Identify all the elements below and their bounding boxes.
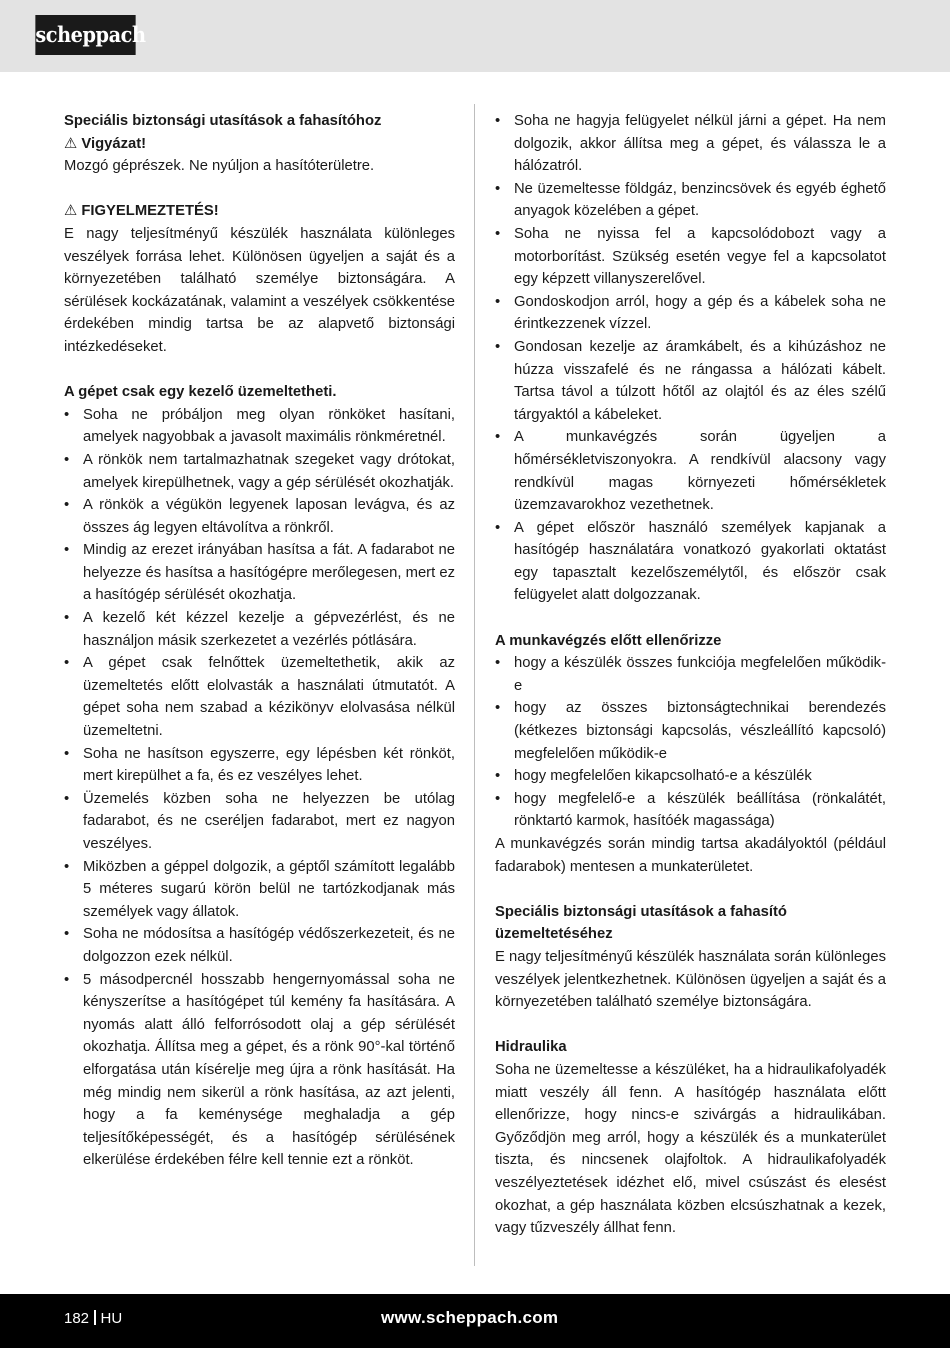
scheppach-logo: scheppach — [35, 15, 135, 55]
hydraulics-heading: Hidraulika — [495, 1039, 567, 1056]
list-item: • Gondoskodjon arról, hogy a gép és a kábelek soha ne érintkezzenek vízzel. — [495, 291, 886, 336]
list-item: • Soha ne próbáljon meg olyan rönköket hasítani, amelyek nagyobbak a javasolt maximális rönkméretnél. — [64, 404, 455, 449]
page-number: 182 — [64, 1310, 90, 1327]
hydraulics-text: Soha ne üzemeltesse a készüléket, ha a hidraulikafolyadék miatt veszély áll fenn. A hasítógép használata előtt ellenőrizze, hogy nincs-e szivárgás a hidraulikában. Győződjön meg arról, hogy a készülék és a munkaterület tiszta, és nincsenek olajfoltok. A hidraulikafolyadék veszélyeztetések idézhet elő, mivel csúszást és elesést okozhat, a gép használata közben elcsúszhatnak a kezek, vagy tűzveszély állhat fenn. — [495, 1061, 886, 1237]
check-heading: A munkavégzés előtt ellenőrizze — [495, 632, 722, 649]
list-item: • Mindig az erezet irányában hasítsa a fát. A fadarabot ne helyezze és hasítsa a hasítógépre merőlegesen, mert ez a hasítógép sérülését okozhatja. — [64, 539, 455, 607]
list-item: • hogy megfelelően kikapcsolható-e a készülék — [495, 765, 886, 788]
safety-bullet-list — [495, 110, 886, 607]
right-column — [495, 110, 886, 1240]
caution-label: Vigyázat! — [81, 135, 147, 152]
list-item: • hogy a készülék összes funkciója megfelelően működik-e — [495, 652, 886, 697]
list-item: • Soha ne nyissa fel a kapcsolódobozt vagy a motorborítást. Szükség esetén vegye fel a kapcsolatot egy képzett villanyszerelővel. — [495, 223, 886, 291]
list-item: • A kezelő két kézzel kezelje a gépvezérlést, és ne használjon másik szerkezetet a vezérlés pótlására. — [64, 607, 455, 652]
list-item: • Gondosan kezelje az áramkábelt, és a kihúzáshoz ne húzza visszafelé és ne rángassa a hálózati kábelt. Tartsa távol a túlzott hőtől az olajtól és az éles szélű tárgyaktól a kábeleket. — [495, 336, 886, 426]
page-number-label — [64, 1310, 122, 1327]
list-item: • hogy az összes biztonságtechnikai berendezés (kétkezes biztonsági kapcsolás, vészleállító kapcsoló) megfelelően működik-e — [495, 697, 886, 765]
warning-label: FIGYELMEZTETÉS! — [81, 203, 219, 220]
list-item: • Üzemelés közben soha ne helyezzen be utólag fadarabot, és ne cseréljen fadarabot, mert ez nagyon veszélyes. — [64, 788, 455, 856]
check-bullet-list — [495, 652, 886, 833]
check-text: A munkavégzés során mindig tartsa akadályoktól (például fadarabok) mentesen a munkaterületet. — [495, 836, 886, 875]
left-column — [64, 110, 455, 1172]
list-item: • Soha ne módosítsa a hasítógép védőszerkezeteit, és ne dolgozzon ezek nélkül. — [64, 923, 455, 968]
column-divider — [474, 104, 475, 1266]
list-item: • Ne üzemeltesse földgáz, benzincsövek és egyéb éghető anyagok közelében a gépet. — [495, 178, 886, 223]
list-item: • A gépet csak felnőttek üzemeltethetik, akik az üzemeltetés előtt elolvasták a használati útmutatót. A gépet soha nem szabad a kézikönyv elolvasása nélkül üzemeltetni. — [64, 652, 455, 742]
list-item: • Miközben a géppel dolgozik, a géptől számított legalább 5 méteres sugarú körön belül ne tartózkodjanak más személyek vagy állatok. — [64, 856, 455, 924]
list-item: • Soha ne hagyja felügyelet nélkül járni a gépet. Ha nem dolgozik, akkor állítsa meg a gépet, és válassza le a hálózatról. — [495, 110, 886, 178]
website-link[interactable]: www.scheppach.com — [381, 1308, 559, 1327]
header-band — [0, 0, 950, 72]
warning-line — [64, 200, 455, 223]
section-title: Speciális biztonsági utasítások a fahasítóhoz — [64, 113, 382, 129]
list-item: • A gépet először használó személyek kapjanak a hasítógép használatára vonatkozó gyakorlati oktatást egy tapasztalt kezelőszemélytől, és először csak felügyelet alatt dolgozzanak. — [495, 517, 886, 607]
list-item: • A rönkök nem tartalmazhatnak szegeket vagy drótokat, amelyek kirepülhetnek, vagy a gép sérülését okozhatják. — [64, 449, 455, 494]
operation-text: E nagy teljesítményű készülék használata során különleges veszélyek jelentkezhetnek. Különösen ügyeljen a saját és a környezetében található személye biztonságára. — [495, 948, 886, 1011]
warning-triangle-icon: ⚠ — [64, 203, 78, 220]
footer-bar — [0, 1294, 950, 1348]
list-item: • A rönkök a végükön legyenek laposan levágva, és az összes ág legyen eltávolítva a rönkről. — [64, 494, 455, 539]
list-item: • A munkavégzés során ügyeljen a hőmérsékletviszonyokra. A rendkívül alacsony vagy rendkívül magas környezeti hőmérsékletek üzemzavarokhoz vezethetnek. — [495, 426, 886, 516]
list-item: • 5 másodpercnél hosszabb hengernyomással soha ne kényszerítse a hasítógépet túl kemény fa hasítására. A nyomás alatt álló felforrósodott olaj a gép sérülését okozhatja. Állítsa meg a gépet, és a rönk 90°-kal történő elforgatása után kísérelje meg újra a rönk hasítását. Ha még mindig nem sikerül a rönk hasítása, az azt jelenti, hogy a fa keménysége meghaladja a gép teljesítőképességét, és a hasítógép sérülésének elkerülése érdekében félre kell tennie ezt a rönköt. — [64, 969, 455, 1172]
caution-line — [64, 133, 455, 156]
language-code: HU — [100, 1310, 123, 1327]
operator-heading: A gépet csak egy kezelő üzemeltetheti. — [64, 384, 337, 401]
operation-heading: Speciális biztonsági utasítások a fahasító üzemeltetéséhez — [495, 903, 787, 943]
caution-text: Mozgó géprészek. Ne nyúljon a hasítóterületre. — [64, 158, 375, 175]
operator-bullet-list — [64, 404, 455, 1172]
list-item: • Soha ne hasítson egyszerre, egy lépésben két rönköt, mert kirepülhet a fa, és ez veszélyes lehet. — [64, 743, 455, 788]
warning-triangle-icon: ⚠ — [64, 135, 78, 152]
list-item: • hogy megfelelő-e a készülék beállítása (rönkalátét, rönktartó karmok, hasítóék magassága) — [495, 788, 886, 833]
warning-text: E nagy teljesítményű készülék használata különleges veszélyek forrása lehet. Különösen ügyeljen a saját és a környezetében található személye biztonságára. A sérülések kockázatának, valamint a veszélyek csökkentése érdekében mindig tartsa be az alapvető biztonsági intézkedéseket. — [64, 225, 455, 355]
